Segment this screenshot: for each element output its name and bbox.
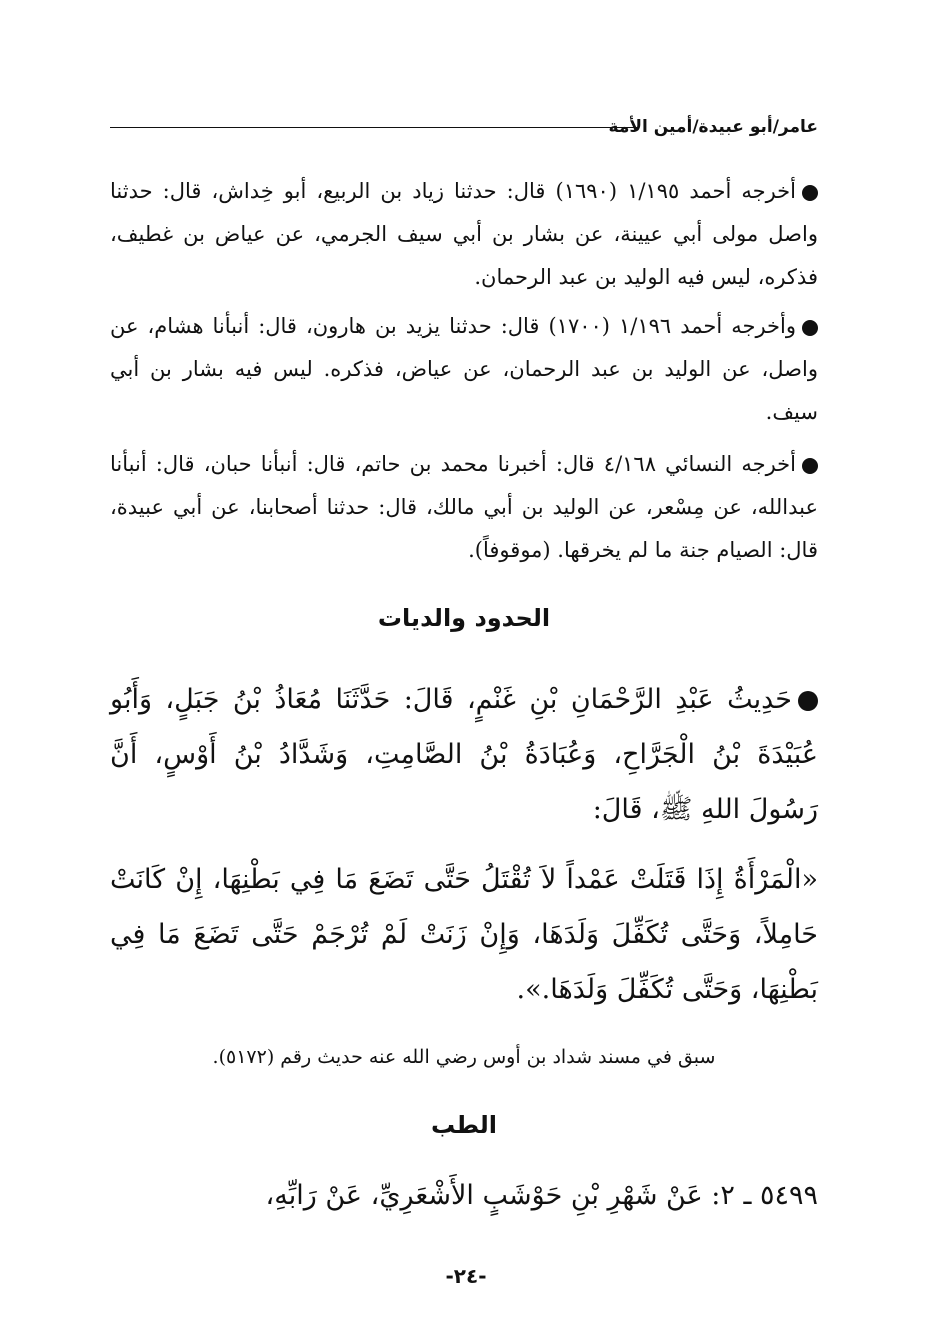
- running-header: [110, 112, 818, 142]
- section-title-hudud: الحدود والديات: [377, 604, 551, 632]
- bullet-icon: [798, 691, 818, 711]
- hadith-entry-5499: ٥٤٩٩ ـ ٢: عَنْ شَهْرِ بْنِ حَوْشَبٍ الأَشْعَرِيِّ، عَنْ رَابِّهِ،: [265, 1180, 818, 1211]
- bullet-icon: [802, 185, 818, 201]
- paragraph-1-text: أخرجه أحمد ١/١٩٥ (١٦٩٠) قال: حدثنا زياد بن الربيع، أبو خِداش، قال: حدثنا واصل مولى أبي عيينة، عن بشار بن أبي سيف الجرمي، عن عياض بن غطيف، فذكره، ليس فيه الوليد بن عبد الرحمان.: [110, 179, 818, 289]
- header-title: عامر/أبو عبيدة/أمين الأمة: [608, 117, 818, 137]
- hadith-intro: [110, 672, 818, 837]
- header-rule: [110, 127, 638, 128]
- paragraph-2: [110, 305, 818, 434]
- paragraph-3-text: أخرجه النسائي ٤/١٦٨ قال: أخبرنا محمد بن حاتم، قال: أنبأنا حبان، قال: أنبأنا عبدالله، عن مِسْعر، عن الوليد بن أبي مالك، قال: حدثنا أصحابنا، عن أبي عبيدة، قال: الصيام جنة ما لم يخرقها. (موقوفاً).: [110, 452, 818, 562]
- page-number: -٢٤-: [445, 1264, 487, 1288]
- bullet-icon: [802, 458, 818, 474]
- paragraph-3: [110, 443, 818, 572]
- hadith-intro-text: حَدِيثُ عَبْدِ الرَّحْمَانِ بْنِ غَنْمٍ، قَالَ: حَدَّثَنَا مُعَاذُ بْنُ جَبَلٍ، وَأَبُو عُبَيْدَةَ بْنُ الْجَرَّاحِ، وَعُبَادَةُ بْنُ الصَّامِتِ، وَشَدَّادُ بْنُ أَوْسٍ، أَنَّ رَسُولَ اللهِ ﷺ، قَالَ:: [110, 684, 818, 825]
- paragraph-2-text: وأخرجه أحمد ١/١٩٦ (١٧٠٠) قال: حدثنا يزيد بن هارون، قال: أنبأنا هشام، عن واصل، عن الوليد بن عبد الرحمان، عن عياض، فذكره. ليس فيه بشار بن أبي سيف.: [110, 314, 818, 424]
- section-title-tibb: الطب: [430, 1111, 498, 1139]
- bullet-icon: [802, 320, 818, 336]
- hadith-text: «الْمَرْأَةُ إِذَا قَتَلَتْ عَمْداً لاَ تُقْتَلُ حَتَّى تَضَعَ مَا فِي بَطْنِهَا، إِنْ كَانَتْ حَامِلاً، وَحَتَّى تُكَفِّلَ وَلَدَهَا، وَإِنْ زَنَتْ لَمْ تُرْجَمْ حَتَّى تَضَعَ مَا فِي بَطْنِهَا، وَحَتَّى تُكَفِّلَ وَلَدَهَا.».: [110, 864, 818, 1005]
- cross-reference-note: سبق في مسند شداد بن أوس رضي الله عنه حديث رقم (٥١٧٢).: [212, 1046, 716, 1068]
- paragraph-1: [110, 170, 818, 299]
